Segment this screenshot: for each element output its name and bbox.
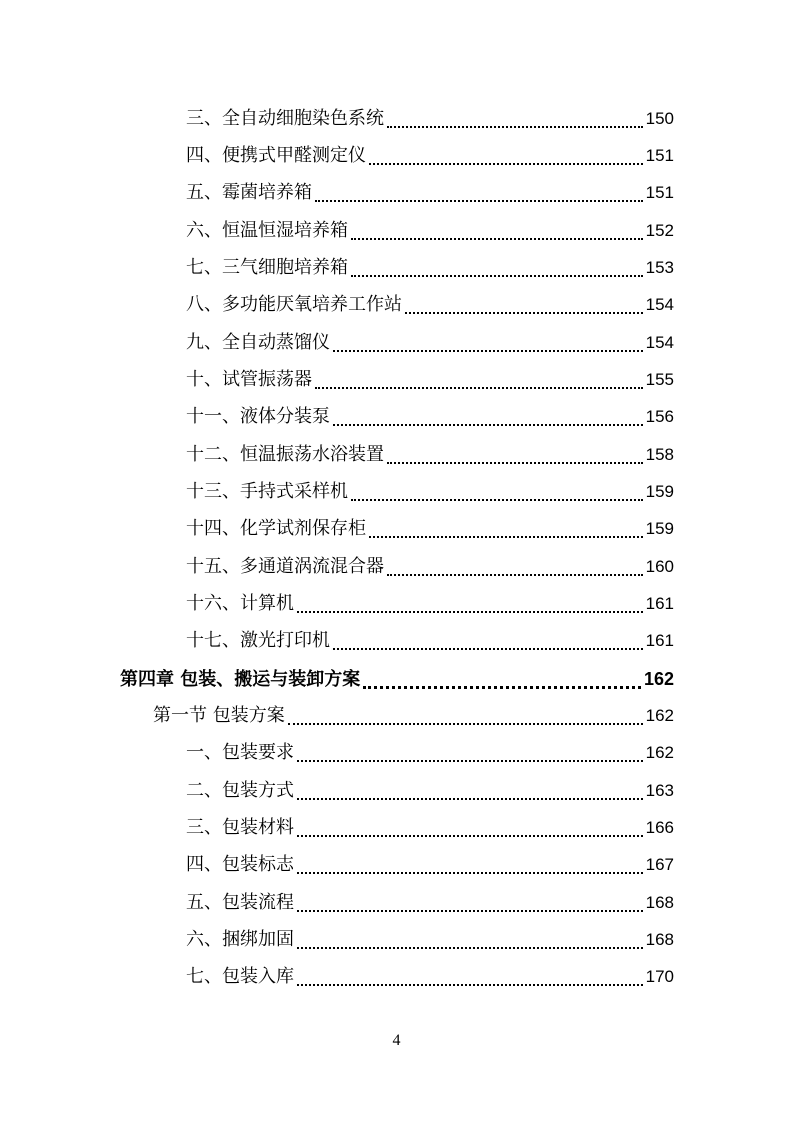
toc-entry-page: 152 bbox=[645, 221, 674, 240]
toc-entry-page: 160 bbox=[645, 557, 674, 576]
toc-entry[interactable] bbox=[186, 776, 674, 806]
toc-entry[interactable] bbox=[186, 216, 674, 246]
toc-entry[interactable] bbox=[186, 290, 674, 320]
toc-dot-leader bbox=[351, 261, 643, 283]
toc-entry-title: 四、包装标志 bbox=[186, 854, 294, 875]
toc-entry-title: 十一、液体分装泵 bbox=[186, 406, 330, 427]
toc-entry[interactable] bbox=[186, 925, 674, 955]
toc-entry-page: 150 bbox=[645, 109, 674, 128]
toc-entry-title: 十七、激光打印机 bbox=[186, 630, 330, 651]
toc-entry-title: 六、恒温恒湿培养箱 bbox=[186, 220, 348, 241]
toc-entry-title: 十三、手持式采样机 bbox=[186, 481, 348, 502]
toc-entry-title: 十四、化学试剂保存柜 bbox=[186, 518, 366, 539]
toc-dot-leader bbox=[315, 186, 643, 208]
toc-entry-title: 三、包装材料 bbox=[186, 817, 294, 838]
toc-entry[interactable] bbox=[186, 589, 674, 619]
toc-dot-leader bbox=[297, 896, 643, 918]
toc-entry[interactable] bbox=[186, 514, 674, 544]
toc-entry-page: 161 bbox=[645, 594, 674, 613]
toc-entry[interactable] bbox=[186, 402, 674, 432]
toc-entry-title: 七、包装入库 bbox=[186, 966, 294, 987]
toc-entry[interactable] bbox=[186, 962, 674, 992]
toc-entry-page: 162 bbox=[645, 743, 674, 762]
toc-dot-leader bbox=[363, 672, 641, 694]
toc-entry[interactable] bbox=[186, 552, 674, 582]
toc-dot-leader bbox=[387, 448, 643, 470]
toc-entry[interactable] bbox=[186, 888, 674, 918]
toc-dot-leader bbox=[315, 373, 643, 395]
toc-entry[interactable] bbox=[186, 626, 674, 656]
toc-entry[interactable] bbox=[186, 813, 674, 843]
toc-entry-page: 159 bbox=[645, 519, 674, 538]
toc-entry-page: 158 bbox=[645, 445, 674, 464]
toc-entry-title: 十二、恒温振荡水浴装置 bbox=[186, 444, 384, 465]
toc-entry[interactable] bbox=[186, 440, 674, 470]
toc-entry-title: 三、全自动细胞染色系统 bbox=[186, 108, 384, 129]
toc-entry-title: 五、霉菌培养箱 bbox=[186, 182, 312, 203]
toc-dot-leader bbox=[297, 597, 643, 619]
toc-section-page: 162 bbox=[645, 706, 674, 725]
toc-dot-leader bbox=[369, 522, 643, 544]
toc-entry-title: 二、包装方式 bbox=[186, 780, 294, 801]
toc-entry-page: 166 bbox=[645, 818, 674, 837]
toc-entry-page: 151 bbox=[645, 183, 674, 202]
toc-entry-page: 154 bbox=[645, 333, 674, 352]
toc-dot-leader bbox=[351, 224, 643, 246]
toc-entry[interactable] bbox=[186, 253, 674, 283]
toc-entry-title: 八、多功能厌氧培养工作站 bbox=[186, 294, 402, 315]
toc-entry[interactable] bbox=[186, 477, 674, 507]
toc-dot-leader bbox=[288, 709, 643, 731]
toc-dot-leader bbox=[333, 336, 643, 358]
toc-entry[interactable] bbox=[186, 738, 674, 768]
toc-entry-title: 十五、多通道涡流混合器 bbox=[186, 556, 384, 577]
toc-entry-page: 156 bbox=[645, 407, 674, 426]
toc-entry-page: 167 bbox=[645, 855, 674, 874]
toc-entry-title: 七、三气细胞培养箱 bbox=[186, 257, 348, 278]
toc-dot-leader bbox=[369, 149, 643, 171]
toc-dot-leader bbox=[297, 746, 643, 768]
toc-entry-page: 151 bbox=[645, 146, 674, 165]
toc-entry-page: 154 bbox=[645, 295, 674, 314]
toc-dot-leader bbox=[351, 485, 643, 507]
toc-entry-page: 168 bbox=[645, 893, 674, 912]
toc-entry-title: 十六、计算机 bbox=[186, 593, 294, 614]
toc-entry-page: 155 bbox=[645, 370, 674, 389]
toc-entry-page: 153 bbox=[645, 258, 674, 277]
toc-section-title: 第一节 包装方案 bbox=[153, 705, 285, 726]
toc-entry-page: 170 bbox=[645, 967, 674, 986]
toc-entry[interactable] bbox=[186, 365, 674, 395]
toc-dot-leader bbox=[333, 634, 643, 656]
toc-dot-leader bbox=[297, 821, 643, 843]
toc-entry[interactable] bbox=[186, 141, 674, 171]
toc-chapter-page: 162 bbox=[643, 669, 674, 689]
toc-dot-leader bbox=[405, 298, 643, 320]
toc-entry[interactable] bbox=[186, 104, 674, 134]
page-number: 4 bbox=[392, 1032, 401, 1049]
toc-entry-title: 四、便携式甲醛测定仪 bbox=[186, 145, 366, 166]
toc-entry-title: 九、全自动蒸馏仪 bbox=[186, 332, 330, 353]
toc-entry-title: 五、包装流程 bbox=[186, 892, 294, 913]
toc-entry-page: 159 bbox=[645, 482, 674, 501]
toc-dot-leader bbox=[297, 784, 643, 806]
toc-section-entry[interactable] bbox=[153, 701, 674, 731]
toc-entry-title: 六、捆绑加固 bbox=[186, 929, 294, 950]
toc-entry[interactable] bbox=[186, 178, 674, 208]
toc-entry[interactable] bbox=[186, 850, 674, 880]
toc-dot-leader bbox=[297, 858, 643, 880]
toc-chapter-title: 第四章 包装、搬运与装卸方案 bbox=[120, 669, 361, 690]
toc-dot-leader bbox=[387, 560, 643, 582]
toc-entry-page: 168 bbox=[645, 930, 674, 949]
toc-entry-page: 161 bbox=[645, 631, 674, 650]
toc-entry-title: 十、试管振荡器 bbox=[186, 369, 312, 390]
toc-entry-title: 一、包装要求 bbox=[186, 742, 294, 763]
toc-dot-leader bbox=[333, 410, 643, 432]
toc-dot-leader bbox=[297, 970, 643, 992]
toc-dot-leader bbox=[387, 112, 643, 134]
toc-entry-page: 163 bbox=[645, 781, 674, 800]
toc-dot-leader bbox=[297, 933, 643, 955]
toc-chapter-entry[interactable] bbox=[120, 664, 674, 694]
toc-entry[interactable] bbox=[186, 328, 674, 358]
